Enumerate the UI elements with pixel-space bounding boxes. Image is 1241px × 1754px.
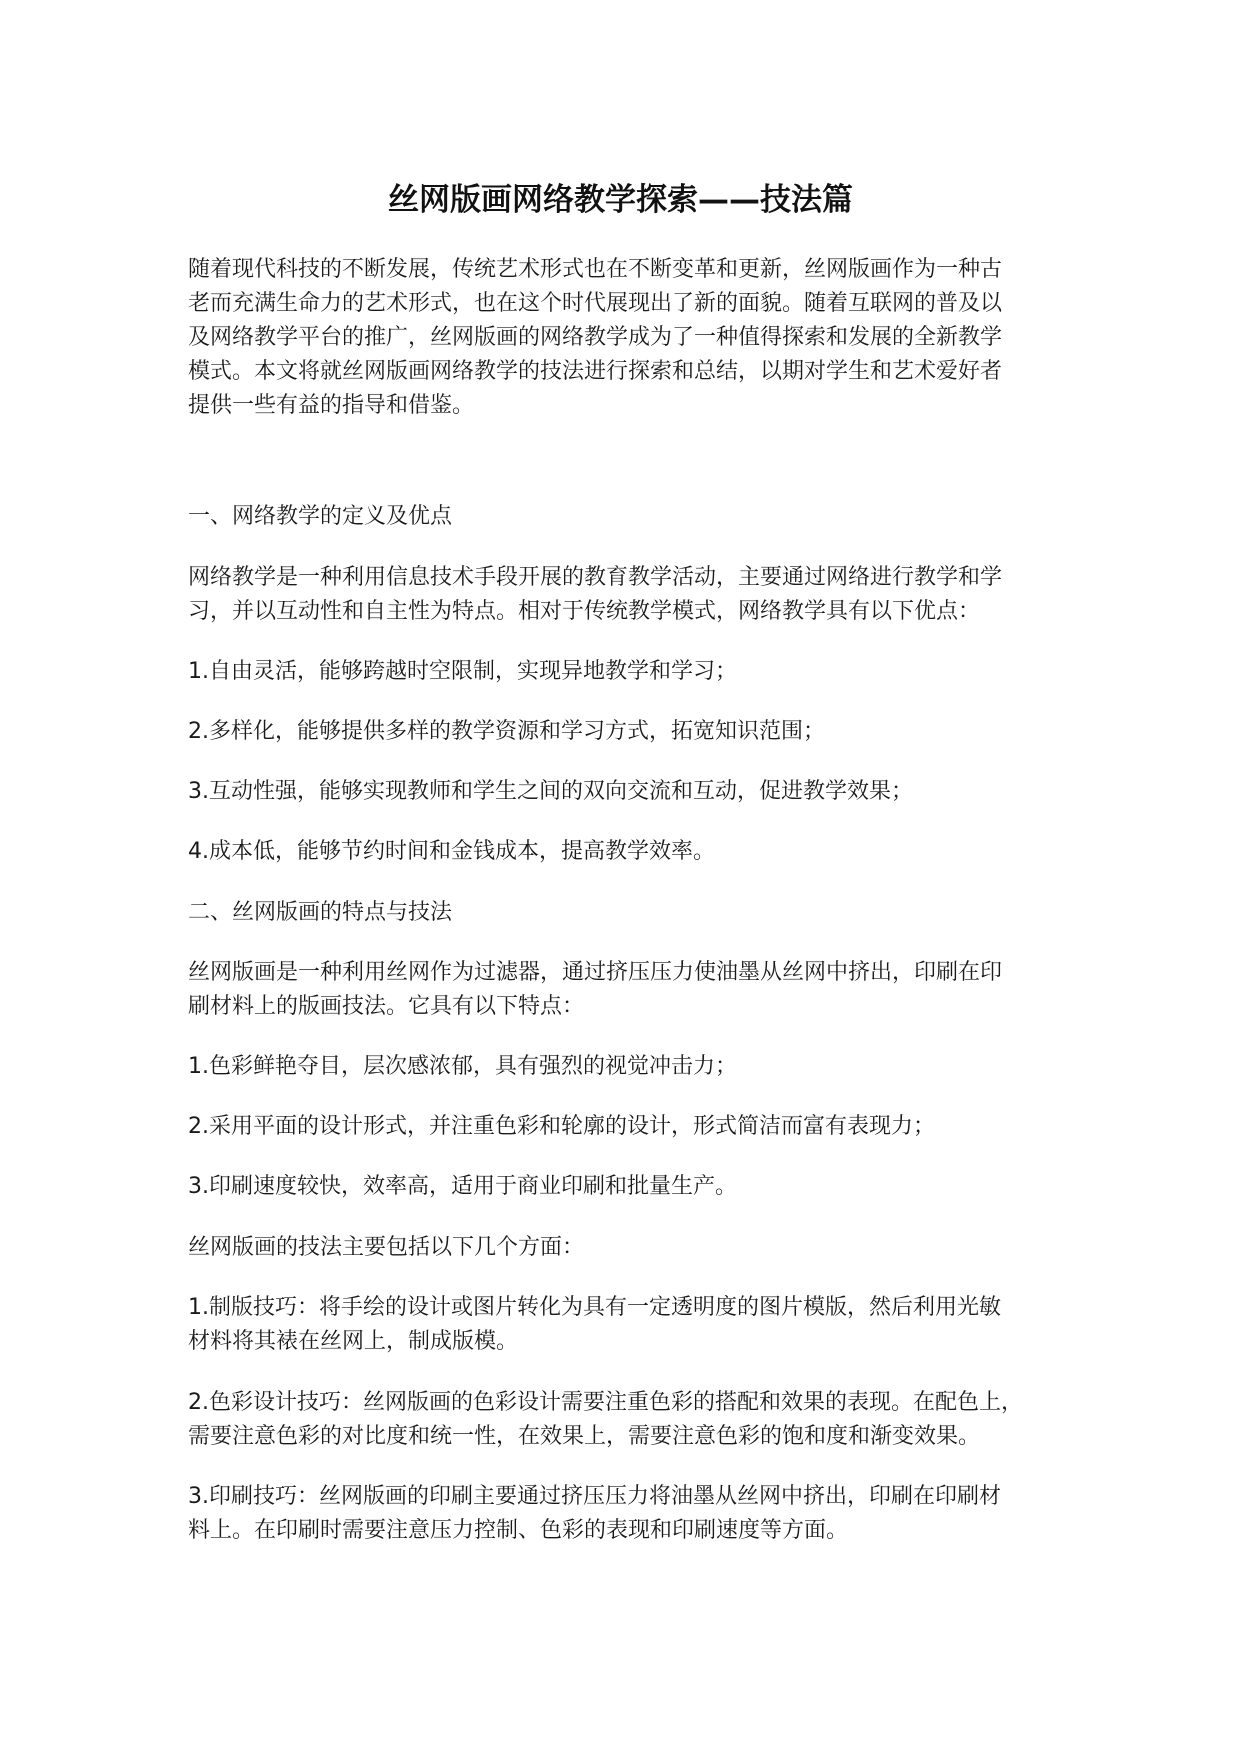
list-item: [188, 1050, 1088, 1084]
list-item: [188, 655, 1088, 689]
text-line: 老而充满生命力的艺术形式，也在这个时代展现出了新的面貌。随着互联网的普及以: [188, 291, 1003, 316]
paragraph-silkscreen: [188, 956, 1088, 1024]
list-item: [188, 835, 1088, 869]
list-item: [188, 1110, 1088, 1144]
list-item: [188, 775, 1088, 809]
text-line: 2.多样化，能够提供多样的教学资源和学习方式，拓宽知识范围；: [188, 719, 825, 744]
text-line: 需要注意色彩的对比度和统一性，在效果上，需要注意色彩的饱和度和渐变效果。: [188, 1424, 981, 1449]
text-line: 随着现代科技的不断发展，传统艺术形式也在不断变革和更新，丝网版画作为一种古: [188, 257, 1003, 282]
list-item: [188, 1291, 1088, 1359]
text-line: 材料将其裱在丝网上，制成版模。: [188, 1329, 519, 1354]
list-item: [188, 715, 1088, 749]
text-line: 丝网版画是一种利用丝网作为过滤器，通过挤压压力使油墨从丝网中挤出，印刷在印: [188, 960, 1003, 985]
list-item: [188, 1386, 1088, 1454]
document-title: 丝网版画网络教学探索——技法篇: [388, 182, 853, 218]
text-line: 2.色彩设计技巧：丝网版画的色彩设计需要注重色彩的搭配和效果的表现。在配色上，: [188, 1390, 1023, 1415]
text-line: 3.互动性强，能够实现教师和学生之间的双向交流和互动，促进教学效果；: [188, 779, 913, 804]
text-line: 二、丝网版画的特点与技法: [188, 900, 453, 925]
section-heading-2: [188, 896, 1088, 930]
text-line: 一、网络教学的定义及优点: [188, 504, 453, 529]
paragraph-network-teaching: [188, 561, 1088, 629]
text-line: 网络教学是一种利用信息技术手段开展的教育教学活动，主要通过网络进行教学和学: [188, 565, 1003, 590]
text-line: 刷材料上的版画技法。它具有以下特点：: [188, 994, 585, 1019]
text-line: 2.采用平面的设计形式，并注重色彩和轮廓的设计，形式简洁而富有表现力；: [188, 1114, 935, 1139]
text-line: 3.印刷速度较快，效率高，适用于商业印刷和批量生产。: [188, 1174, 737, 1199]
paragraph-intro: [188, 253, 1088, 423]
list-item: [188, 1480, 1088, 1548]
text-line: 1.自由灵活，能够跨越时空限制，实现异地教学和学习；: [188, 659, 737, 684]
text-line: 丝网版画的技法主要包括以下几个方面：: [188, 1235, 585, 1260]
list-item: [188, 1170, 1088, 1204]
text-line: 4.成本低，能够节约时间和金钱成本，提高教学效率。: [188, 839, 715, 864]
text-line: 1.色彩鲜艳夺目，层次感浓郁，具有强烈的视觉冲击力；: [188, 1054, 737, 1079]
text-line: 提供一些有益的指导和借鉴。: [188, 393, 475, 418]
paragraph-techniques-intro: [188, 1231, 1088, 1265]
text-line: 3.印刷技巧：丝网版画的印刷主要通过挤压压力将油墨从丝网中挤出，印刷在印刷材: [188, 1484, 1001, 1509]
text-line: 及网络教学平台的推广，丝网版画的网络教学成为了一种值得探索和发展的全新教学: [188, 325, 1003, 350]
text-line: 习，并以互动性和自主性为特点。相对于传统教学模式，网络教学具有以下优点：: [188, 599, 981, 624]
text-line: 模式。本文将就丝网版画网络教学的技法进行探索和总结，以期对学生和艺术爱好者: [188, 359, 1003, 384]
text-line: 料上。在印刷时需要注意压力控制、色彩的表现和印刷速度等方面。: [188, 1518, 849, 1543]
section-heading-1: [188, 500, 1088, 534]
text-line: 1.制版技巧：将手绘的设计或图片转化为具有一定透明度的图片模版，然后利用光敏: [188, 1295, 1001, 1320]
